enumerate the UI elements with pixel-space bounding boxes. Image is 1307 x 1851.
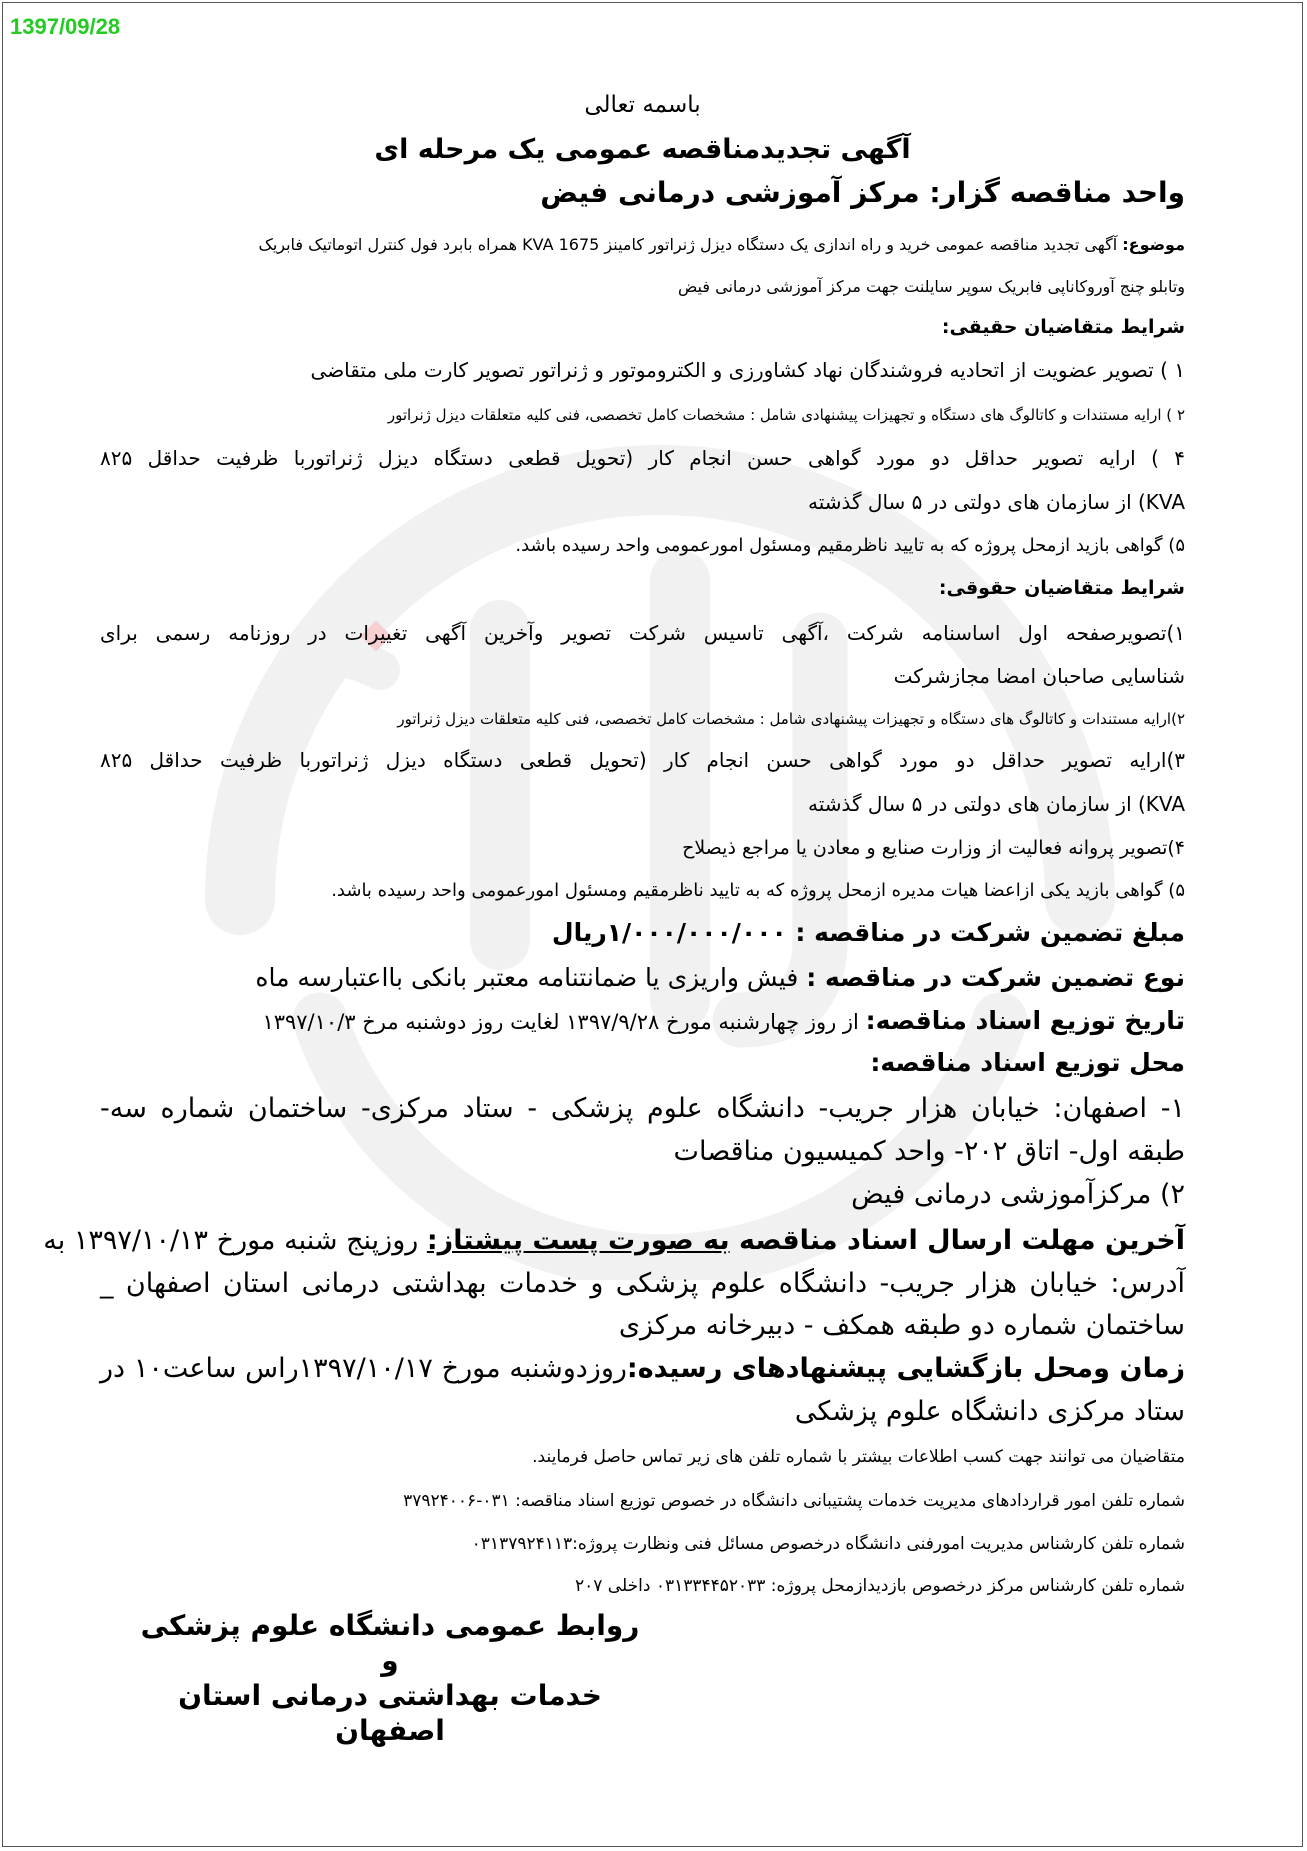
deadline-value: روزپنج شنبه مورخ ۱۳۹۷/۱۰/۱۳ به (43, 1225, 427, 1256)
address-line-2: ساختمان شماره دو طبقه همکف - دبیرخانه مرکزی (618, 1310, 1185, 1341)
legal-item-1: ۱)تصویرصفحه اول اساسنامه شرکت ،آگهی تاسیس شرکت تصویر وآخرین آگهی تغییرات در روزنامه رسمی برای (100, 621, 1185, 645)
real-item-4: ۴ ) ارایه تصویر حداقل دو مورد گواهی حسن انجام کار (تحویل قطعی دستگاه دیزل ژنراتوربا ظرفیت حداقل ۸۲۵ (100, 446, 1185, 470)
signature-block (130, 1608, 650, 1748)
legal-item-4: ۴)تصویر پروانه فعالیت از وزارت صنایع و معادن یا مراجع ذیصلاح (682, 837, 1185, 859)
guarantee-type-label: نوع تضمین شرکت در مناقصه : (806, 963, 1185, 992)
distribution-date (262, 1006, 1185, 1036)
tender-unit (540, 176, 1185, 210)
distribution-date-value: از روز چهارشنبه مورخ ۱۳۹۷/۹/۲۸ لغایت روز دوشنبه مرخ ۱۳۹۷/۱۰/۳ (262, 1010, 859, 1034)
guarantee-amount: مبلغ تضمین شرکت در مناقصه : ۱/۰۰۰/۰۰۰/۰۰۰ریال (551, 918, 1185, 947)
distribution-place-heading: محل توزیع اسناد مناقصه: (870, 1048, 1185, 1077)
legal-item-3-cont: KVA) از سازمان های دولتی در ۵ سال گذشته (808, 792, 1185, 816)
address-line-1: آدرس: خیابان هزار جریب- دانشگاه علوم پزشکی و خدمات بهداشتی درمانی استان اصفهان _ (100, 1268, 1185, 1299)
deadline (43, 1225, 1185, 1257)
signature-line-1: روابط عمومی دانشگاه علوم پزشکی و (140, 1609, 640, 1677)
opening (100, 1353, 1185, 1385)
distribution-date-label: تاریخ توزیع اسناد مناقصه: (865, 1006, 1185, 1035)
phone-site-visit: شماره تلفن کارشناس مرکز درخصوص بازدیدازمحل پروژه: ۰۳۱۳۳۴۴۵۲۰۳۳ داخلی ۲۰۷ (574, 1576, 1185, 1596)
subject-label: موضوع: (1122, 235, 1185, 254)
place-1-line-1: ۱- اصفهان: خیابان هزار جریب- دانشگاه علوم پزشکی - ستاد مرکزی- ساختمان شماره سه- (100, 1093, 1185, 1124)
legal-applicants-heading: شرایط متقاضیان حقوقی: (938, 577, 1185, 599)
publication-date: 1397/09/28 (10, 14, 121, 39)
legal-item-5: ۵) گواهی بازید یکی ازاعضا هیات مدیره ازمحل پروژه که به تایید ناظرمقیم ومسئول امورعمومی واحد رسیده باشد. (331, 880, 1185, 901)
place-2: ۲) مرکزآموزشی درمانی فیض (851, 1179, 1185, 1210)
legal-item-3: ۳)ارایه تصویر حداقل دو مورد گواهی حسن انجام کار (تحویل قطعی دستگاه دیزل ژنراتوربا ظرفیت حداقل ۸۲۵ (100, 748, 1185, 772)
invocation: باسمه تعالی (584, 92, 701, 118)
subject-line-2: وتابلو چنج آوروکاناپی فابریک سوپر سایلنت جهت مرکز آموزشی درمانی فیض (677, 277, 1185, 296)
real-item-4-cont: KVA) از سازمان های دولتی در ۵ سال گذشته (808, 490, 1185, 514)
signature-line-2: خدمات بهداشتی درمانی استان اصفهان (178, 1679, 602, 1747)
opening-label: زمان ومحل بازگشایی پیشنهادهای رسیده: (626, 1353, 1185, 1384)
guarantee-type-value: فیش واریزی یا ضمانتنامه معتبر بانکی بااعتبارسه ماه (255, 963, 799, 992)
real-item-1: ۱ ) تصویر عضویت از اتحادیه فروشندگان نهاد کشاورزی و الکتروموتور و ژنراتور تصویر کارت ملی متقاضی (310, 358, 1185, 382)
legal-item-1-cont: شناسایی صاحبان امضا مجازشرکت (893, 664, 1185, 688)
real-applicants-heading: شرایط متقاضیان حقیقی: (941, 316, 1185, 338)
opening-value: روزدوشنبه مورخ ۱۳۹۷/۱۰/۱۷راس ساعت۱۰ در (100, 1353, 627, 1384)
tender-unit-label: واحد مناقصه گزار: (929, 176, 1185, 209)
contact-intro: متقاضیان می توانند جهت کسب اطلاعات بیشتر با شماره تلفن های زیر تماس حاصل فرمایند. (532, 1447, 1185, 1467)
notice-title: آگهی تجدیدمناقصه عمومی یک مرحله ای (374, 134, 911, 165)
place-1-line-2: طبقه اول- اتاق ۲۰۲- واحد کمیسیون مناقصات (673, 1136, 1185, 1167)
opening-line-2: ستاد مرکزی دانشگاه علوم پزشکی (794, 1396, 1185, 1427)
guarantee-type (255, 963, 1185, 993)
phone-technical: شماره تلفن کارشناس مدیریت امورفنی دانشگاه درخصوص مسائل فنی ونظارت پروژه:۰۳۱۳۷۹۲۴۱۱۳ (471, 1534, 1185, 1554)
phone-contracts: شماره تلفن امور قراردادهای مدیریت خدمات پشتیبانی دانشگاه در خصوص توزیع اسناد مناقصه: ۰۳۱-۳۷۹۲۴۰۰۶ (403, 1491, 1185, 1511)
tender-unit-value: مرکز آموزشی درمانی فیض (540, 176, 920, 209)
legal-item-2: ۲)ارایه مستندات و کاتالوگ های دستگاه و تجهیزات پیشنهادی شامل : مشخصات کامل تخصصی، فنی کلیه متعلقات دیزل ژنراتور (397, 710, 1185, 728)
subject-text-1: آگهی تجدید مناقصه عمومی خرید و راه اندازی یک دستگاه دیزل ژنراتور کامینز 1675 KVA همراه بابرد فول کنترل اتوماتیک فابریک (258, 235, 1118, 254)
deadline-method: به صورت پست پیشتاز: (426, 1225, 730, 1256)
real-item-2: ۲ ) ارایه مستندات و کاتالوگ های دستگاه و تجهیزات پیشنهادی شامل : مشخصات کامل تخصصی، فنی کلیه متعلقات دیزل ژنراتور (387, 406, 1185, 424)
subject-line-1 (259, 235, 1186, 254)
real-item-5: ۵) گواهی بازید ازمحل پروژه که به تایید ناظرمقیم ومسئول امورعمومی واحد رسیده باشد. (515, 535, 1185, 556)
deadline-label: آخرین مهلت ارسال اسناد مناقصه (729, 1225, 1185, 1256)
